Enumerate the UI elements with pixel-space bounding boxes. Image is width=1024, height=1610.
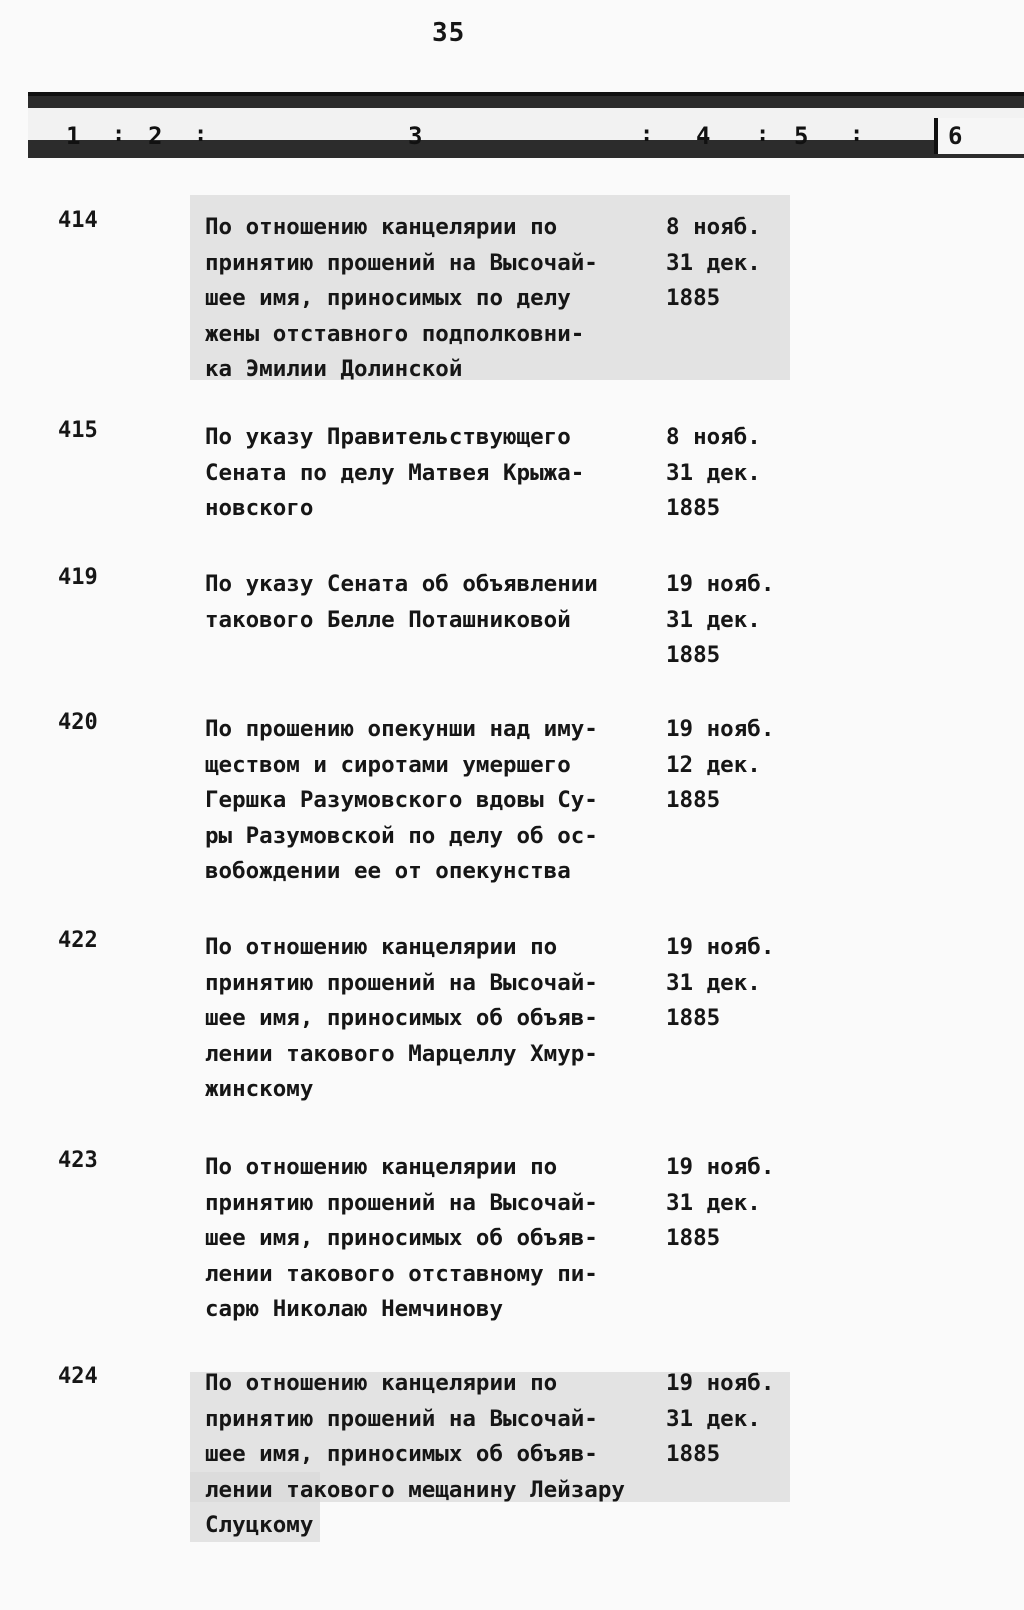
entry-description — [205, 1366, 645, 1544]
column-4-header: 4 — [696, 122, 711, 150]
entry-year: 1885 — [666, 285, 721, 311]
entry-description — [205, 930, 645, 1108]
entry-number: 423 — [58, 1148, 98, 1173]
entry-year: 1885 — [666, 787, 721, 813]
column-2-header: 2 — [148, 122, 163, 150]
entry-description — [205, 420, 645, 527]
column-separator: : — [194, 122, 208, 147]
column-separator: : — [640, 122, 654, 147]
page-number: 35 — [432, 18, 466, 48]
entry-dates — [666, 1150, 806, 1257]
entry-dates — [666, 420, 806, 527]
entry-text-line: принятию прошений на Высочай- — [205, 969, 598, 996]
entry-dates — [666, 567, 806, 674]
entry-start-date: 19 нояб. — [666, 934, 775, 960]
column-header-strip — [28, 108, 1024, 150]
entry-text-line: ка Эмилии Долинской — [205, 356, 463, 382]
entry-year: 1885 — [666, 495, 721, 521]
entry-text-line: лении такового отставному пи- — [205, 1260, 598, 1287]
column-separator: : — [850, 122, 864, 147]
entry-number: 420 — [58, 710, 98, 735]
entry-text-line: По указу Правительствующего — [205, 424, 571, 450]
entry-text-line: шее имя, приносимых об объяв- — [205, 1225, 598, 1251]
column-separator: : — [756, 122, 770, 147]
entry-text-line: По отношению канцелярии по — [205, 934, 558, 960]
entry-text-line: По указу Сената об объявлении — [205, 571, 598, 597]
entry-text-line: По отношению канцелярии по — [205, 214, 558, 240]
entry-year: 1885 — [666, 1005, 721, 1031]
entry-text-line: По прошению опекунши над иму- — [205, 716, 598, 742]
entry-start-date: 19 нояб. — [666, 716, 775, 742]
entry-number: 419 — [58, 565, 98, 590]
column-6-box — [934, 118, 1024, 154]
entry-number: 415 — [58, 418, 98, 443]
entry-year: 1885 — [666, 1441, 721, 1467]
entry-text-line: ры Разумовской по делу об ос- — [205, 822, 598, 849]
column-separator: : — [112, 122, 126, 147]
entry-end-date: 31 дек. — [666, 459, 761, 486]
column-3-header: 3 — [408, 122, 423, 150]
column-6-header: 6 — [948, 122, 963, 150]
entry-start-date: 8 нояб. — [666, 424, 761, 450]
entry-text-line: принятию прошений на Высочай- — [205, 1405, 598, 1432]
entry-text-line: Сената по делу Матвея Крыжа- — [205, 459, 585, 486]
entry-text-line: шее имя, приносимых об объяв- — [205, 1441, 598, 1467]
entry-text-line: Гершка Разумовского вдовы Су- — [205, 787, 598, 813]
entry-text-line: ществом и сиротами умершего — [205, 751, 571, 778]
entry-text-line: сарю Николаю Немчинову — [205, 1296, 504, 1322]
entry-text-line: принятию прошений на Высочай- — [205, 249, 598, 276]
entry-end-date: 31 дек. — [666, 969, 761, 996]
entry-end-date: 12 дек. — [666, 751, 761, 778]
entry-text-line: лении такового мещанину Лейзару — [205, 1476, 625, 1503]
entry-description — [205, 1150, 645, 1328]
entry-end-date: 31 дек. — [666, 249, 761, 276]
entry-start-date: 19 нояб. — [666, 1370, 775, 1396]
entry-dates — [666, 210, 806, 317]
entry-start-date: 8 нояб. — [666, 214, 761, 240]
entry-text-line: такового Белле Поташниковой — [205, 606, 571, 633]
entry-year: 1885 — [666, 1225, 721, 1251]
entry-text-line: новского — [205, 495, 314, 521]
entry-start-date: 19 нояб. — [666, 1154, 775, 1180]
entry-dates — [666, 1366, 806, 1473]
entry-text-line: шее имя, приносимых об объяв- — [205, 1005, 598, 1031]
entry-description — [205, 712, 645, 890]
entry-year: 1885 — [666, 642, 721, 668]
column-header-band — [28, 92, 1024, 158]
entry-start-date: 19 нояб. — [666, 571, 775, 597]
entry-text-line: жены отставного подполковни- — [205, 320, 585, 347]
entry-number: 424 — [58, 1364, 98, 1389]
entry-end-date: 31 дек. — [666, 1405, 761, 1432]
entry-dates — [666, 930, 806, 1037]
column-1-header: 1 — [66, 122, 81, 150]
entry-text-line: По отношению канцелярии по — [205, 1370, 558, 1396]
entry-end-date: 31 дек. — [666, 1189, 761, 1216]
entry-description — [205, 567, 645, 638]
entry-text-line: принятию прошений на Высочай- — [205, 1189, 598, 1216]
entry-number: 422 — [58, 928, 98, 953]
column-5-header: 5 — [794, 122, 809, 150]
entry-description — [205, 210, 645, 388]
entry-number: 414 — [58, 208, 98, 233]
entry-text-line: жинскому — [205, 1076, 314, 1102]
entry-text-line: лении такового Марцеллу Хмур- — [205, 1040, 598, 1067]
entry-text-line: шее имя, приносимых по делу — [205, 285, 571, 311]
entry-text-line: вобождении ее от опекунства — [205, 858, 571, 884]
entry-text-line: Слуцкому — [205, 1512, 314, 1538]
entry-text-line: По отношению канцелярии по — [205, 1154, 558, 1180]
entry-end-date: 31 дек. — [666, 606, 761, 633]
entry-dates — [666, 712, 806, 819]
